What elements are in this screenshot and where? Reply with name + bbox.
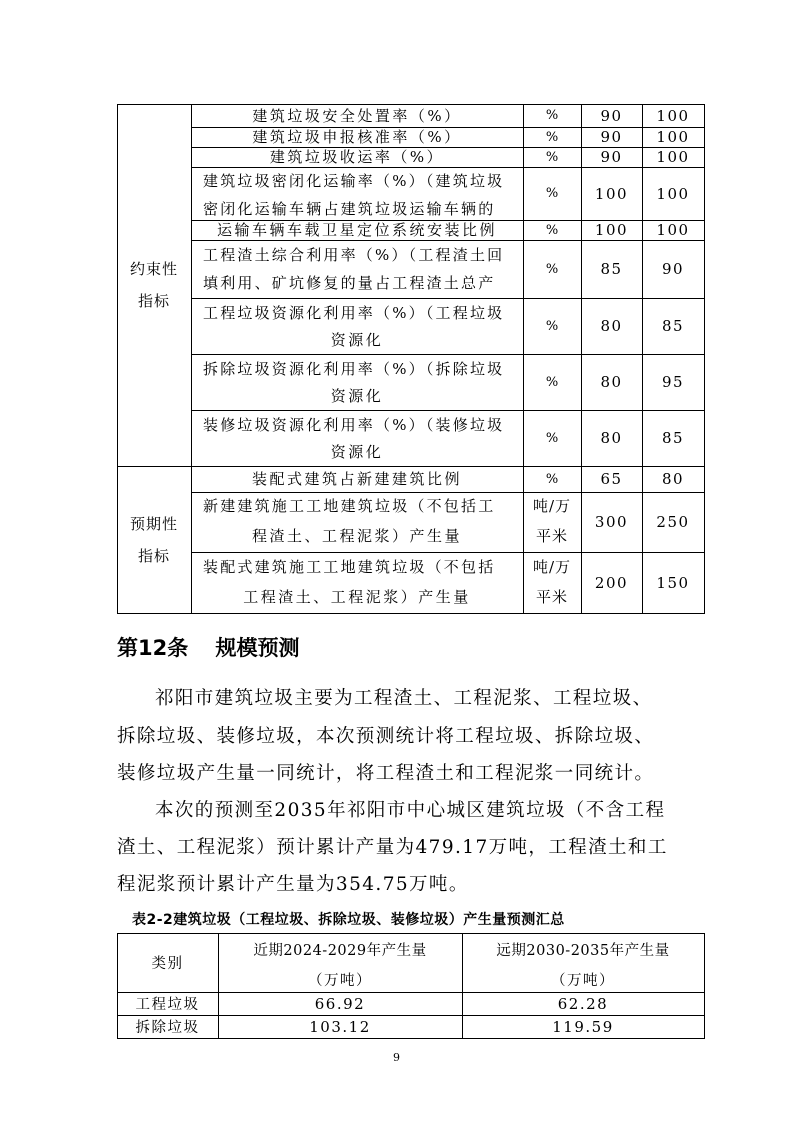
paragraph-line: 渣土、工程泥浆）预计累计产量为479.17万吨，工程渣土和工 <box>117 837 668 858</box>
indicator-unit: % <box>545 318 559 334</box>
indicator-name: 建筑垃圾收运率（%） <box>269 148 445 166</box>
indicator-unit: % <box>545 186 559 201</box>
indicator-name: 工程渣土综合利用率（%）（工程渣土回 填利用、矿坑修复的量占工程渣土总产 <box>203 246 505 292</box>
indicator-value-2025: 65 <box>600 470 623 488</box>
indicator-value-2035: 100 <box>656 128 690 146</box>
paragraph-line: 拆除垃圾、装修垃圾，本次预测统计将工程垃圾、拆除垃圾、 <box>117 726 655 747</box>
indicator-name: 装配式建筑施工工地建筑垃圾（不包括 工程渣土、工程泥浆）产生量 <box>203 558 496 606</box>
indicator-value-2035: 100 <box>656 221 690 239</box>
row-far-value: 62.28 <box>557 994 609 1013</box>
indicator-unit: % <box>545 108 559 123</box>
row-category: 工程垃圾 <box>135 997 200 1013</box>
section-number: 第12条 <box>117 636 189 660</box>
indicator-unit: % <box>545 129 559 145</box>
indicator-value-2035: 100 <box>656 184 690 203</box>
indicator-name: 装配式建筑占新建建筑比例 <box>251 470 462 488</box>
page-number: 9 <box>393 1051 400 1064</box>
indicator-unit: 吨/万 平米 <box>532 558 572 606</box>
indicator-value-2025: 300 <box>594 513 629 531</box>
indicator-name: 建筑垃圾申报核准率（%） <box>252 128 462 146</box>
group-label-binding: 约束性 指标 <box>129 260 178 310</box>
indicator-unit: % <box>545 149 559 165</box>
paragraph-line: 祁阳市建筑垃圾主要为工程渣土、工程泥浆、工程垃圾、 <box>155 688 653 709</box>
indicator-value-2025: 85 <box>600 260 623 278</box>
indicator-name: 工程垃圾资源化利用率（%）（工程垃圾 资源化 <box>203 304 505 349</box>
indicator-unit: % <box>545 261 559 277</box>
indicator-value-2035: 100 <box>656 106 690 125</box>
section-title: 规模预测 <box>215 636 300 660</box>
indicator-value-2035: 250 <box>656 513 690 531</box>
indicator-unit: % <box>545 374 559 390</box>
indicator-value-2025: 80 <box>600 317 623 335</box>
row-far-value: 119.59 <box>552 1017 614 1036</box>
indicator-name: 建筑垃圾安全处置率（%） <box>252 106 462 125</box>
group-label-expected: 预期性 指标 <box>129 514 178 565</box>
indicator-value-2035: 150 <box>656 573 690 592</box>
indicator-value-2035: 95 <box>661 373 685 391</box>
indicator-name: 装修垃圾资源化利用率（%）（装修垃圾 资源化 <box>203 416 505 461</box>
paragraph-line: 本次的预测至2035年祁阳市中心城区建筑垃圾（不含工程 <box>155 800 666 821</box>
indicator-name: 建筑垃圾密闭化运输率（%）（建筑垃圾 密闭化运输车辆占建筑垃圾运输车辆的 <box>203 172 505 218</box>
row-near-value: 103.12 <box>309 1017 371 1036</box>
indicator-value-2035: 100 <box>656 148 690 166</box>
indicator-value-2025: 80 <box>600 429 623 447</box>
indicator-unit: 吨/万 平米 <box>532 497 572 545</box>
indicator-name: 运输车辆车载卫星定位系统安装比例 <box>216 221 497 239</box>
indicator-value-2035: 85 <box>661 429 685 447</box>
indicator-value-2025: 90 <box>600 106 623 125</box>
indicator-value-2025: 100 <box>594 184 629 203</box>
indicator-value-2035: 90 <box>661 260 685 278</box>
indicator-value-2035: 80 <box>661 470 685 488</box>
indicator-unit: % <box>545 222 559 238</box>
paragraph-line: 装修垃圾产生量一同统计，将工程渣土和工程泥浆一同统计。 <box>117 763 655 784</box>
header-category: 类别 <box>151 956 184 972</box>
indicator-value-2025: 90 <box>600 128 623 146</box>
table-caption: 表2-2建筑垃圾（工程垃圾、拆除垃圾、装修垃圾）产生量预测汇总 <box>132 912 565 928</box>
section-heading <box>117 632 300 662</box>
paragraph-line: 程泥浆预计累计产生量为354.75万吨。 <box>117 874 469 895</box>
indicator-unit: % <box>545 471 559 487</box>
indicator-value-2025: 100 <box>594 221 629 239</box>
indicator-unit: % <box>545 430 559 446</box>
row-near-value: 66.92 <box>314 994 366 1013</box>
header-near-term: 近期2024-2029年产生量 （万吨） <box>253 943 427 989</box>
indicator-name: 拆除垃圾资源化利用率（%）（拆除垃圾 资源化 <box>203 360 505 405</box>
indicator-value-2035: 85 <box>661 317 685 335</box>
row-category: 拆除垃圾 <box>135 1020 200 1036</box>
indicator-value-2025: 200 <box>594 573 629 592</box>
indicator-value-2025: 80 <box>600 373 623 391</box>
indicator-name: 新建建筑施工工地建筑垃圾（不包括工 程渣土、工程泥浆）产生量 <box>203 497 496 545</box>
indicator-value-2025: 90 <box>600 148 623 166</box>
header-far-term: 远期2030-2035年产生量 （万吨） <box>496 943 670 989</box>
